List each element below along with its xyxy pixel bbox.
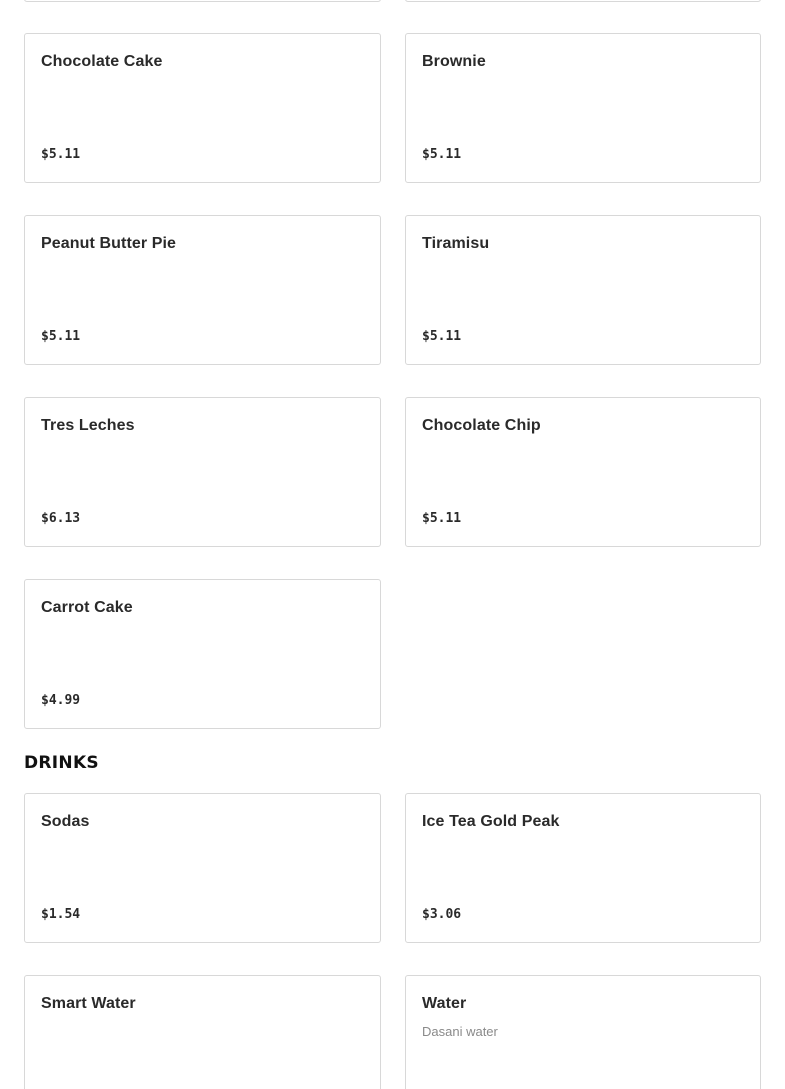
menu-item-card-partial[interactable] bbox=[24, 0, 381, 2]
menu-item-name: Smart Water bbox=[41, 995, 136, 1012]
menu-item-price: $5.11 bbox=[41, 329, 81, 344]
menu-item-card[interactable] bbox=[24, 397, 381, 547]
menu-item-name: Chocolate Cake bbox=[41, 53, 163, 70]
menu-item-price: $4.99 bbox=[41, 693, 81, 708]
menu-item-name: Water bbox=[422, 995, 467, 1012]
menu-item-name: Tiramisu bbox=[422, 235, 490, 252]
menu-item-price: $5.11 bbox=[422, 511, 462, 526]
menu-item-price: $5.11 bbox=[422, 329, 462, 344]
menu-item-card[interactable] bbox=[24, 793, 381, 943]
menu-item-price: $6.13 bbox=[41, 511, 81, 526]
menu-item-price: $5.11 bbox=[41, 147, 81, 162]
section-heading-drinks: DRINKS bbox=[24, 753, 99, 773]
menu-item-name: Brownie bbox=[422, 53, 486, 70]
menu-item-name: Carrot Cake bbox=[41, 599, 133, 616]
menu-item-card[interactable] bbox=[24, 215, 381, 365]
menu-item-card[interactable] bbox=[405, 793, 761, 943]
menu-item-card[interactable] bbox=[24, 975, 381, 1089]
menu-item-name: Peanut Butter Pie bbox=[41, 235, 177, 252]
menu-item-price: $3.06 bbox=[422, 907, 462, 922]
menu-item-price: $5.11 bbox=[422, 147, 462, 162]
menu-item-card[interactable] bbox=[405, 397, 761, 547]
menu-item-description: Dasani water bbox=[422, 1024, 498, 1039]
menu-item-card[interactable] bbox=[24, 33, 381, 183]
menu-item-name: Sodas bbox=[41, 813, 90, 830]
menu-item-card-partial[interactable] bbox=[405, 0, 761, 2]
menu-item-card[interactable] bbox=[405, 33, 761, 183]
menu-item-card[interactable] bbox=[24, 579, 381, 729]
menu-item-name: Ice Tea Gold Peak bbox=[422, 813, 560, 830]
menu-item-price: $1.54 bbox=[41, 907, 81, 922]
menu-item-name: Chocolate Chip bbox=[422, 417, 541, 434]
menu-item-card[interactable] bbox=[405, 215, 761, 365]
menu-item-card[interactable] bbox=[405, 975, 761, 1089]
menu-item-name: Tres Leches bbox=[41, 417, 135, 434]
